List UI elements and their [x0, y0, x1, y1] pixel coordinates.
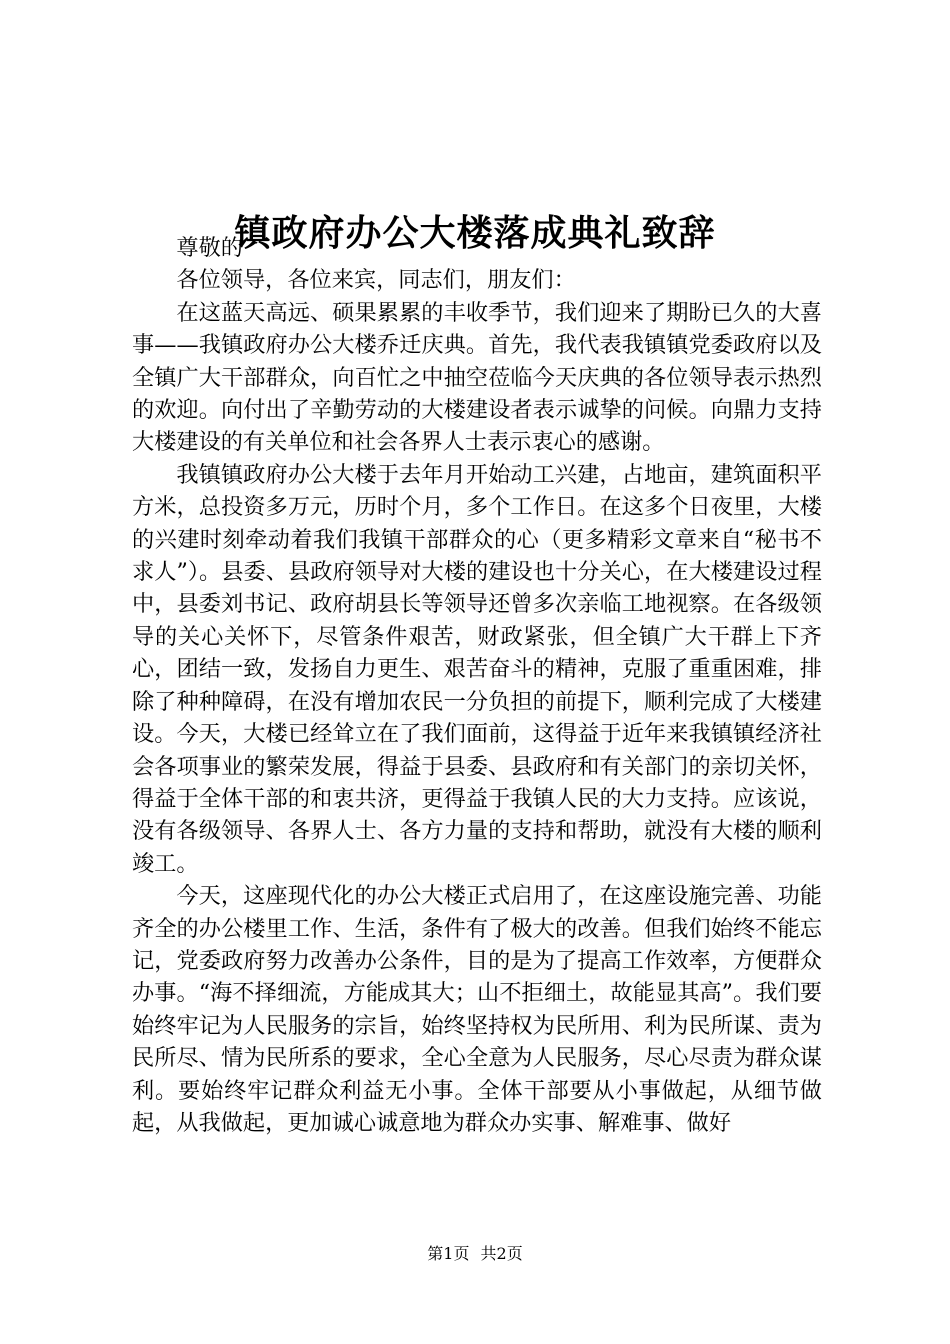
body-paragraph: 今天，这座现代化的办公大楼正式启用了，在这座设施完善、功能齐全的办公楼里工作、生活，条件有了极大的改善。但我们始终不能忘记，党委政府努力改善办公条件，目的是为了提高工作效率，方便群众办事。“海不择细流，方能成其大；山不拒细土，故能显其高”。我们要始终牢记为人民服务的宗旨，始终坚持权为民所用、利为民所谋、责为民所尽、情为民所系的要求，全心全意为人民服务，尽心尽责为群众谋利。要始终牢记群众利益无小事。全体干部要从小事做起，从细节做起，从我做起，更加诚心诚意地为群众办实事、解难事、做好: [132, 883, 822, 1136]
page-footer: [0, 1243, 950, 1265]
salutation-line: 尊敬的: [176, 235, 243, 261]
body-paragraph: 我镇镇政府办公大楼于去年月开始动工兴建，占地亩，建筑面积平方米，总投资多万元，历时个月，多个工作日。在这多个日夜里，大楼的兴建时刻牵动着我们我镇干部群众的心（更多精彩文章来自“秘书不求人”）。县委、县政府领导对大楼的建设也十分关心，在大楼建设过程中，县委刘书记、政府胡县长等领导还曾多次亲临工地视察。在各级领导的关心关怀下，尽管条件艰苦，财政紧张，但全镇广大干群上下齐心，团结一致，发扬自力更生、艰苦奋斗的精神，克服了重重困难，排除了种种障碍，在没有增加农民一分负担的前提下，顺利完成了大楼建设。今天，大楼已经耸立在了我们面前，这得益于近年来我镇镇经济社会各项事业的繁荣发展，得益于县委、县政府和有关部门的亲切关怀，得益于全体干部的和衷共济，更得益于我镇人民的大力支持。应该说，没有各级领导、各界人士、各方力量的支持和帮助，就没有大楼的顺利竣工。: [132, 461, 822, 877]
greeting-line: 各位领导，各位来宾，同志们，朋友们：: [176, 267, 576, 294]
page-number: 第1页: [427, 1244, 470, 1263]
document-body: [132, 232, 822, 1139]
body-paragraph: 在这蓝天高远、硕果累累的丰收季节，我们迎来了期盼已久的大喜事——我镇政府办公大楼乔迁庆典。首先，我代表我镇镇党委政府以及全镇广大干部群众，向百忙之中抽空莅临今天庆典的各位领导表示热烈的欢迎。向付出了辛勤劳动的大楼建设者表示诚挚的问候。向鼎力支持大楼建设的有关单位和社会各界人士表示衷心的感谢。: [132, 299, 822, 456]
page-total: 共2页: [480, 1244, 523, 1263]
document-title: 镇政府办公大楼落成典礼致辞: [234, 212, 716, 255]
